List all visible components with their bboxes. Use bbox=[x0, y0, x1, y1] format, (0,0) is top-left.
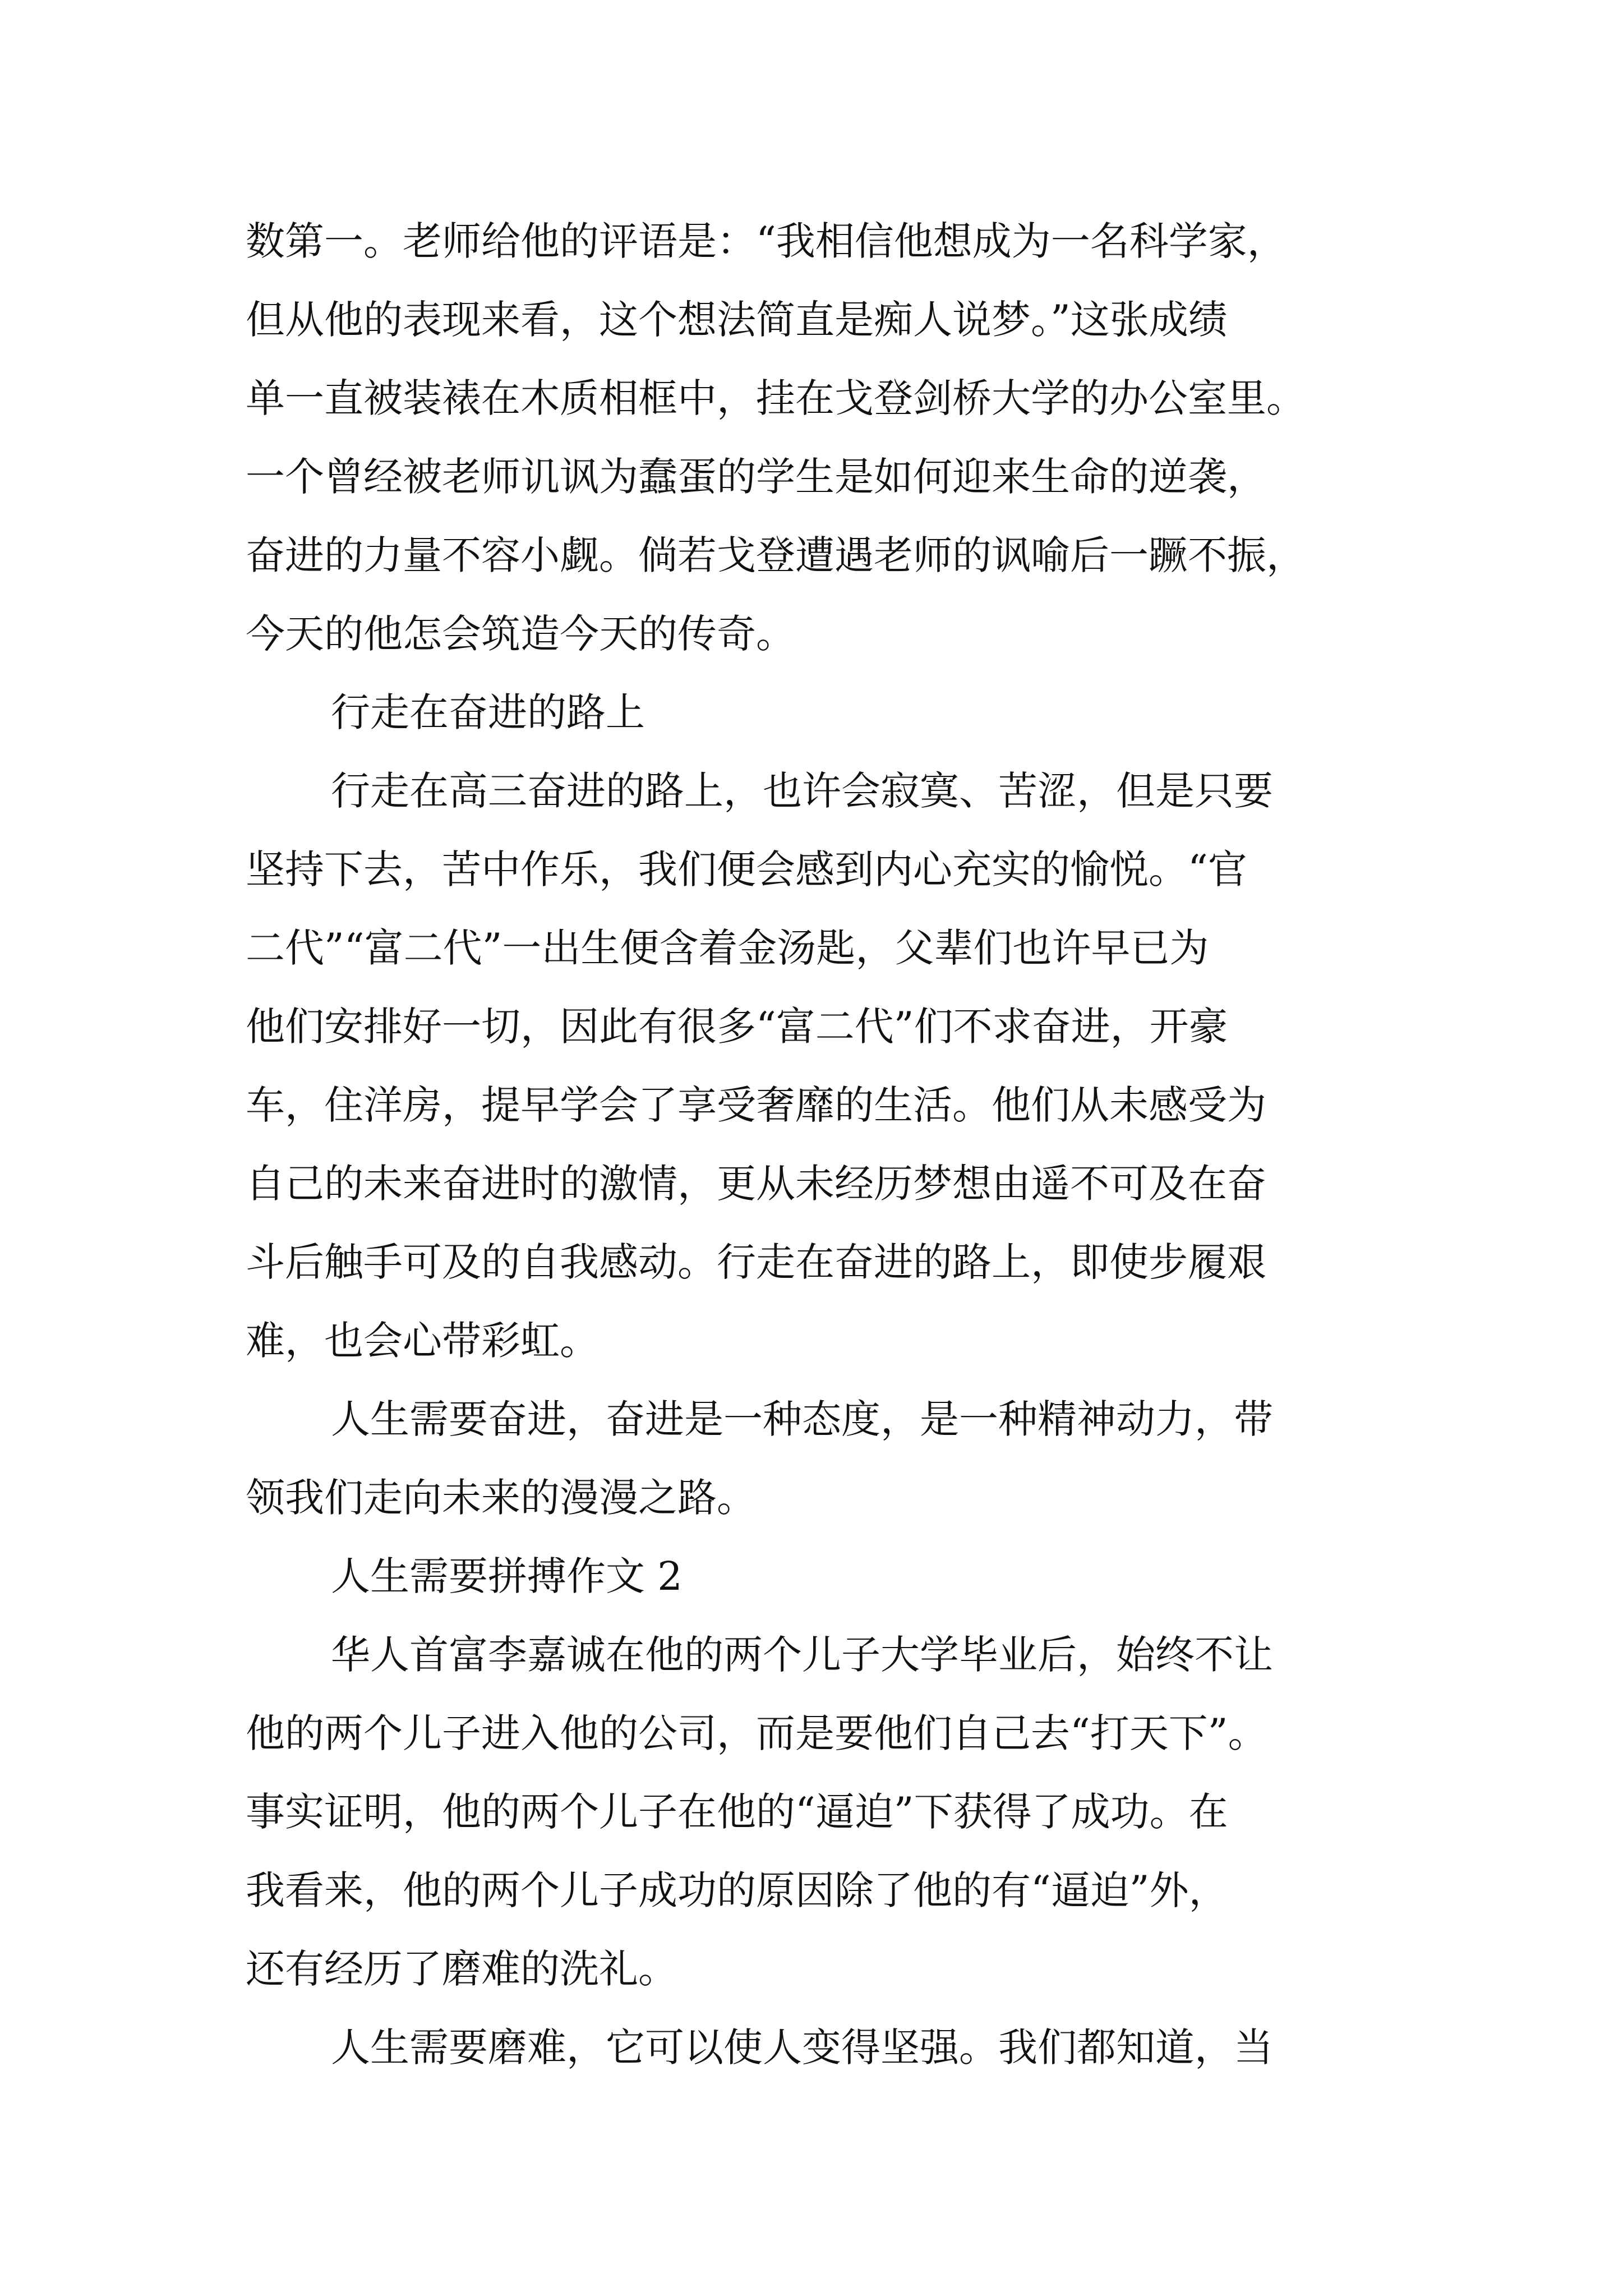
text-line: 单一直被装裱在木质相框中，挂在戈登剑桥大学的办公室里。 bbox=[246, 375, 1306, 421]
text-line: 坚持下去，苦中作乐，我们便会感到内心充实的愉悦。“官 bbox=[246, 846, 1247, 892]
text-line: 一个曾经被老师讥讽为蠢蛋的学生是如何迎来生命的逆袭， bbox=[246, 454, 1266, 500]
text-line: 今天的他怎会筑造今天的传奇。 bbox=[246, 611, 795, 657]
text-line: 自己的未来奋进时的激情，更从未经历梦想由遥不可及在奋 bbox=[246, 1161, 1266, 1207]
text-line: 斗后触手可及的自我感动。行走在奋进的路上，即使步履艰 bbox=[246, 1239, 1266, 1285]
text-line: 事实证明，他的两个儿子在他的“逼迫”下获得了成功。在 bbox=[246, 1789, 1228, 1835]
text-line: 领我们走向未来的漫漫之路。 bbox=[246, 1475, 756, 1521]
text-line: 但从他的表现来看，这个想法简直是痴人说梦。”这张成绩 bbox=[246, 297, 1228, 343]
text-line: 车，住洋房，提早学会了享受奢靡的生活。他们从未感受为 bbox=[246, 1082, 1266, 1128]
text-line: 二代”“富二代”一出生便含着金汤匙，父辈们也许早已为 bbox=[246, 925, 1209, 971]
text-line: 他们安排好一切，因此有很多“富二代”们不求奋进，开豪 bbox=[246, 1004, 1228, 1050]
essay-title: 人生需要拼搏作文 2 bbox=[331, 1553, 683, 1599]
text-line: 他的两个儿子进入他的公司，而是要他们自己去“打天下”。 bbox=[246, 1710, 1267, 1756]
text-line: 奋进的力量不容小觑。倘若戈登遭遇老师的讽喻后一蹶不振， bbox=[246, 532, 1306, 578]
paragraph-start-line: 人生需要奋进，奋进是一种态度，是一种精神动力，带 bbox=[331, 1396, 1273, 1442]
body-text bbox=[246, 202, 1446, 2087]
text-line: 难，也会心带彩虹。 bbox=[246, 1318, 599, 1364]
text-line: 我看来，他的两个儿子成功的原因除了他的有“逼迫”外， bbox=[246, 1867, 1228, 1913]
paragraph-start-line: 行走在高三奋进的路上，也许会寂寞、苦涩，但是只要 bbox=[331, 768, 1273, 814]
paragraph-start-line: 华人首富李嘉诚在他的两个儿子大学毕业后，始终不让 bbox=[331, 1632, 1273, 1678]
section-heading: 行走在奋进的路上 bbox=[331, 689, 645, 735]
text-line: 数第一。老师给他的评语是：“我相信他想成为一名科学家， bbox=[246, 218, 1287, 264]
text-line: 还有经历了磨难的洗礼。 bbox=[246, 1946, 677, 1992]
paragraph-start-line: 人生需要磨难，它可以使人变得坚强。我们都知道，当 bbox=[331, 2024, 1273, 2070]
